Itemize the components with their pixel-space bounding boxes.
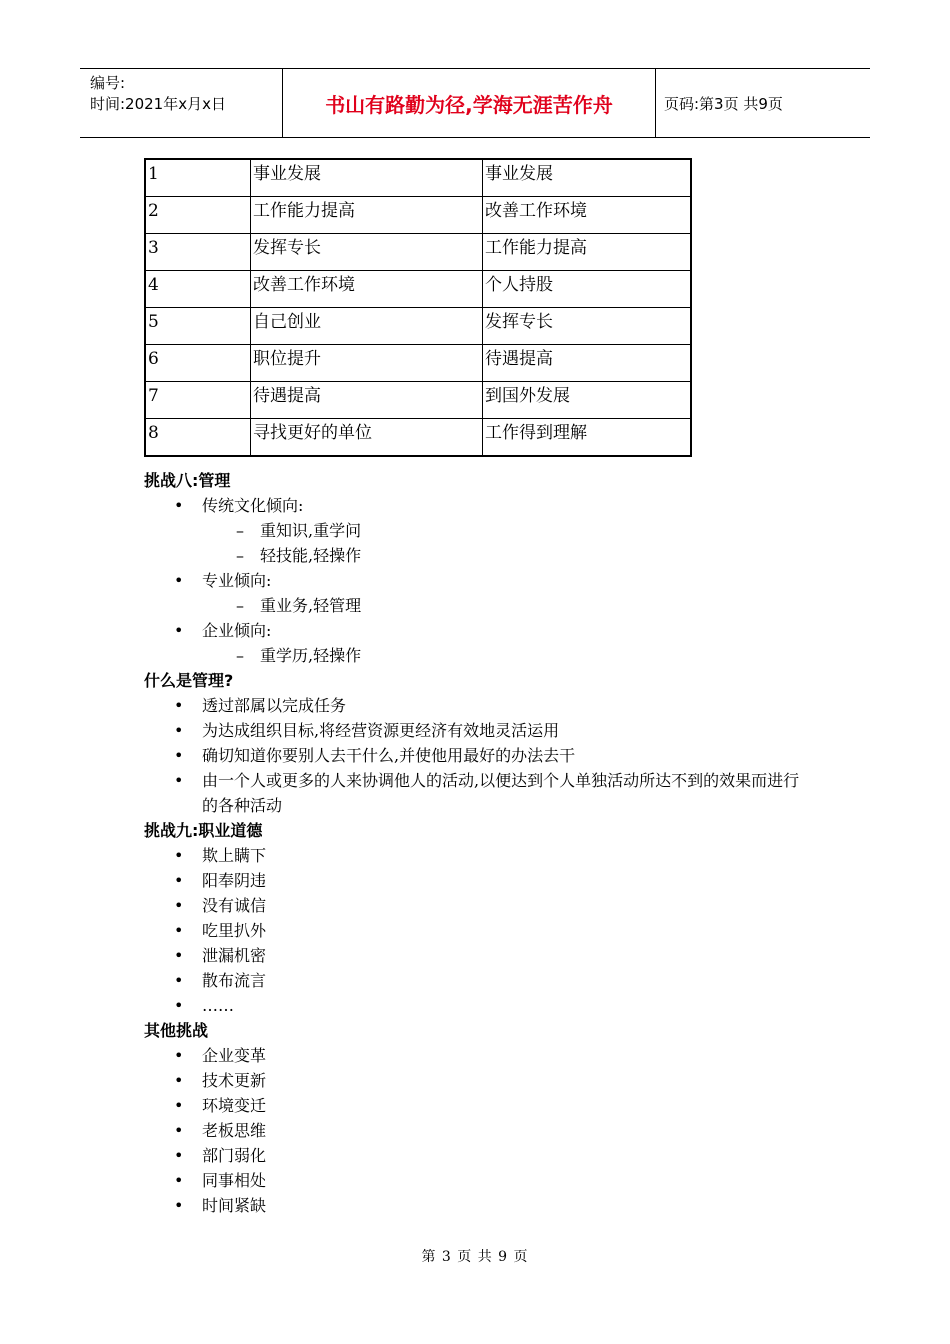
bullet-icon: • [174, 896, 184, 915]
list-item [144, 1143, 824, 1168]
table-row [145, 197, 691, 234]
bullet-icon: • [174, 971, 184, 990]
table-cell: 4 [145, 271, 251, 308]
list-item [144, 693, 824, 718]
bullet-icon: • [174, 746, 184, 765]
list-item [144, 1093, 824, 1118]
number-label: 编号: [90, 74, 126, 92]
document-body [144, 468, 824, 1218]
bullet-icon: • [174, 771, 184, 790]
table-cell: 7 [145, 382, 251, 419]
bullet-icon: • [174, 921, 184, 940]
date-label: 时间:2021年x月x日 [90, 95, 226, 113]
table-row [145, 159, 691, 197]
bullet-icon: • [174, 996, 184, 1015]
table-row [145, 271, 691, 308]
bullet-icon: • [174, 721, 184, 740]
list-item [144, 568, 824, 593]
page-footer: 第 3 页 共 9 页 [421, 1249, 529, 1265]
dash-icon: – [236, 646, 244, 665]
section-title-what-is-management: 什么是管理? [144, 671, 234, 690]
table-row [145, 382, 691, 419]
table-cell: 6 [145, 345, 251, 382]
table-cell: 到国外发展 [483, 382, 692, 419]
bullet-icon: • [174, 1171, 184, 1190]
list-item-text: 泄漏机密 [202, 946, 267, 965]
list-item [144, 493, 824, 518]
list-item [144, 768, 812, 818]
table-cell: 5 [145, 308, 251, 345]
bullet-icon: • [174, 946, 184, 965]
sub-list-item [144, 543, 824, 568]
table-cell: 事业发展 [483, 159, 692, 197]
table-cell: 工作能力提高 [251, 197, 483, 234]
sub-list-item [144, 593, 824, 618]
list-item-text: 时间紧缺 [202, 1196, 267, 1215]
table-row [145, 345, 691, 382]
table-cell: 3 [145, 234, 251, 271]
list-item-text: 环境变迁 [202, 1096, 267, 1115]
list-item-text: 欺上瞒下 [202, 846, 267, 865]
list-item [144, 993, 824, 1018]
dash-icon: – [236, 596, 244, 615]
table-cell: 待遇提高 [251, 382, 483, 419]
table-cell: 职位提升 [251, 345, 483, 382]
list-item-text: 散布流言 [202, 971, 267, 990]
bullet-icon: • [174, 571, 184, 590]
list-item-text: 企业变革 [202, 1046, 267, 1065]
bullet-icon: • [174, 1096, 184, 1115]
table-cell: 个人持股 [483, 271, 692, 308]
list-item [144, 968, 824, 993]
bullet-icon: • [174, 1146, 184, 1165]
preference-table [144, 158, 692, 457]
table-row [145, 308, 691, 345]
list-item [144, 743, 824, 768]
list-item [144, 1193, 824, 1218]
list-item-text: 重学历,轻操作 [260, 646, 362, 665]
table-cell: 8 [145, 419, 251, 457]
table-row [145, 419, 691, 457]
bullet-icon: • [174, 496, 184, 515]
list-item-text: 重业务,轻管理 [260, 596, 362, 615]
list-item-text: 重知识,重学问 [260, 521, 362, 540]
table-cell: 2 [145, 197, 251, 234]
bullet-icon: • [174, 846, 184, 865]
bullet-icon: • [174, 871, 184, 890]
page-header [80, 68, 870, 138]
dash-icon: – [236, 521, 244, 540]
sub-list-item [144, 518, 824, 543]
list-item-text: 由一个人或更多的人来协调他人的活动,以便达到个人单独活动所达不到的效果而进行的各种活动 [202, 771, 800, 815]
list-item-text: 老板思维 [202, 1121, 267, 1140]
table-cell: 发挥专长 [251, 234, 483, 271]
list-item [144, 943, 824, 968]
list-item [144, 868, 824, 893]
list-item-text: 同事相处 [202, 1171, 267, 1190]
list-item [144, 1118, 824, 1143]
list-item-text: 专业倾向: [202, 571, 272, 590]
section-title-challenge-8: 挑战八:管理 [144, 471, 231, 490]
header-motto: 书山有路勤为径,学海无涯苦作舟 [282, 69, 656, 137]
table-cell: 1 [145, 159, 251, 197]
table-cell: 改善工作环境 [483, 197, 692, 234]
list-item-text: 部门弱化 [202, 1146, 267, 1165]
sub-list-item [144, 643, 824, 668]
dash-icon: – [236, 546, 244, 565]
table-cell: 自己创业 [251, 308, 483, 345]
table-cell: 待遇提高 [483, 345, 692, 382]
list-item [144, 1168, 824, 1193]
list-item [144, 618, 824, 643]
table-cell: 工作能力提高 [483, 234, 692, 271]
table-row [145, 234, 691, 271]
bullet-icon: • [174, 1046, 184, 1065]
list-item-text: 为达成组织目标,将经营资源更经济有效地灵活运用 [202, 721, 560, 740]
list-item [144, 718, 824, 743]
list-item-text: 透过部属以完成任务 [202, 696, 347, 715]
list-item [144, 893, 824, 918]
list-item [144, 843, 824, 868]
section-title-challenge-9: 挑战九:职业道德 [144, 821, 263, 840]
bullet-icon: • [174, 1196, 184, 1215]
list-item [144, 1043, 824, 1068]
bullet-icon: • [174, 1071, 184, 1090]
list-item-text: 技术更新 [202, 1071, 267, 1090]
header-left [90, 73, 226, 115]
table-cell: 工作得到理解 [483, 419, 692, 457]
table-cell: 寻找更好的单位 [251, 419, 483, 457]
list-item-text: 阳奉阴违 [202, 871, 267, 890]
list-item-text: …… [202, 996, 234, 1015]
list-item [144, 918, 824, 943]
list-item-text: 没有诚信 [202, 896, 267, 915]
list-item-text: 传统文化倾向: [202, 496, 304, 515]
list-item-text: 确切知道你要别人去干什么,并使他用最好的办法去干 [202, 746, 576, 765]
header-page-info: 页码:第3页 共9页 [664, 95, 783, 113]
table-cell: 事业发展 [251, 159, 483, 197]
table-cell: 改善工作环境 [251, 271, 483, 308]
list-item-text: 吃里扒外 [202, 921, 267, 940]
bullet-icon: • [174, 1121, 184, 1140]
section-title-other-challenges: 其他挑战 [144, 1021, 209, 1040]
list-item-text: 企业倾向: [202, 621, 272, 640]
list-item-text: 轻技能,轻操作 [260, 546, 362, 565]
bullet-icon: • [174, 696, 184, 715]
bullet-icon: • [174, 621, 184, 640]
table-cell: 发挥专长 [483, 308, 692, 345]
list-item [144, 1068, 824, 1093]
